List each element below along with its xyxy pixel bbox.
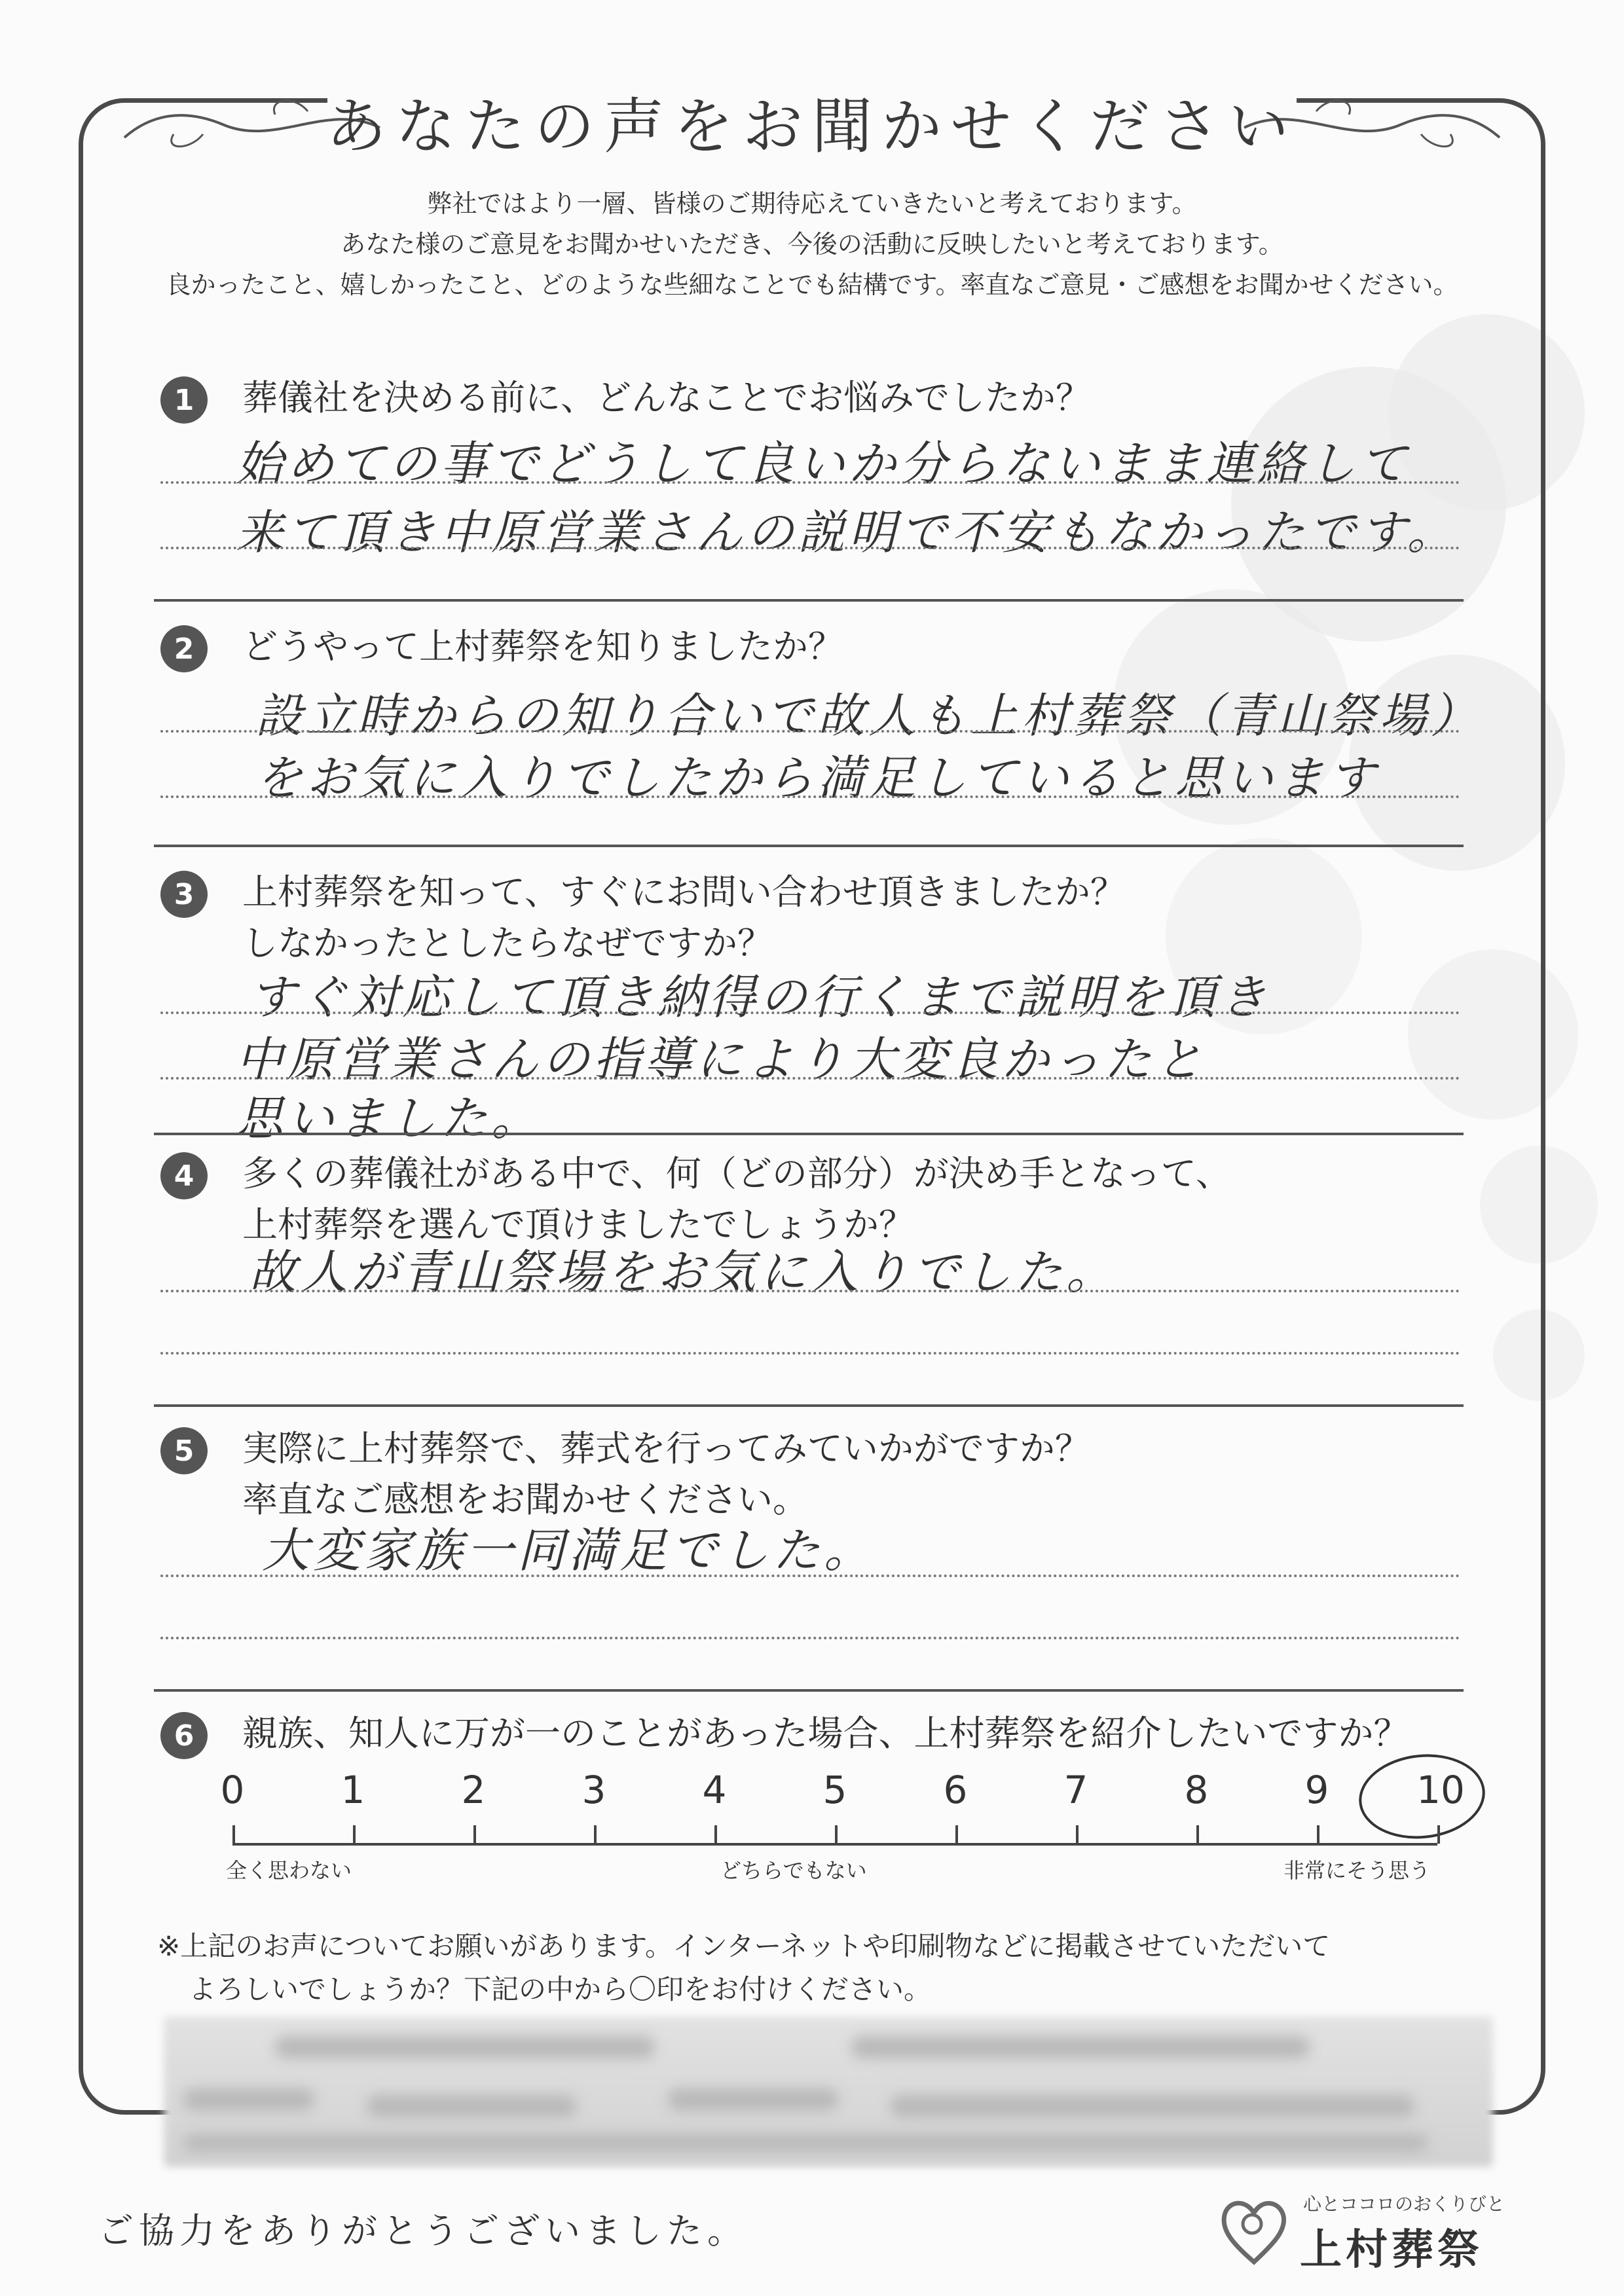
section-divider bbox=[154, 845, 1464, 847]
publication-note: ※上記のお声についてお願いがあります。インターネットや印刷物などに掲載させていただいて よろしいでしょうか？下記の中から〇印をお付けください。 bbox=[157, 1930, 1331, 2005]
scale-option-7[interactable]: 7 bbox=[1063, 1768, 1088, 1812]
question-number: 3 bbox=[160, 871, 208, 918]
heart-logo-icon bbox=[1218, 2190, 1290, 2269]
answer-2-line-1: 設立時からの知り合いで故人も上村葬祭（青山祭場） bbox=[255, 688, 1482, 743]
scale-label-low: 全く思わない bbox=[226, 1858, 352, 1883]
answer-5-line-1: 大変家族一同満足でした。 bbox=[262, 1523, 876, 1578]
scale-option-10[interactable]: 10 bbox=[1416, 1768, 1465, 1812]
scale-option-1[interactable]: 1 bbox=[341, 1768, 365, 1812]
question-text: 上村葬祭を知って、すぐにお問い合わせ頂きましたか？ しなかったとしたらなぜですか？ bbox=[242, 871, 1126, 964]
section-divider bbox=[154, 599, 1464, 602]
question-text: 実際に上村葬祭で、葬式を行ってみていかがですか？ 率直なご感想をお聞かせください。 bbox=[242, 1428, 1090, 1520]
section-divider bbox=[154, 1133, 1464, 1135]
question-number: 6 bbox=[160, 1712, 208, 1759]
answer-1-line-1: 始めての事でどうして良いか分らないまま連絡して bbox=[236, 436, 1411, 491]
question-number: 1 bbox=[160, 376, 208, 424]
question-number: 4 bbox=[160, 1152, 208, 1199]
scale-option-6[interactable]: 6 bbox=[943, 1768, 968, 1812]
section-divider bbox=[154, 1689, 1464, 1692]
scale-option-2[interactable]: 2 bbox=[461, 1768, 486, 1812]
scale-option-0[interactable]: 0 bbox=[220, 1768, 245, 1812]
company-logo-name: 上村葬祭 bbox=[1300, 2226, 1483, 2274]
intro-text: 弊社ではより一層、皆様のご期待応えていきたいと考えております。 あなた様のご意見をお聞かせいただき、今後の活動に反映したいと考えております。 良かったこと、嬉しかったこと、どのような些細なことでも結構です。率直なご意見・ご感想をお聞かせください。 bbox=[166, 189, 1458, 299]
answer-1-line-2: 来て頂き中原営業さんの説明で不安もなかったです。 bbox=[236, 505, 1458, 560]
answer-2-line-2: をお気に入りでしたから満足していると思います bbox=[255, 750, 1380, 805]
scale-option-9[interactable]: 9 bbox=[1304, 1768, 1329, 1812]
logo-tagline: 心とココロのおくりびと bbox=[1303, 2193, 1505, 2215]
answer-4-line-1: 故人が青山祭場をお気に入りでした。 bbox=[249, 1245, 1118, 1300]
answer-3-line-1: すぐ対応して頂き納得の行くまで説明を頂き bbox=[249, 970, 1271, 1025]
answer-3-line-2: 中原営業さんの指導により大変良かったと bbox=[236, 1032, 1207, 1087]
question-text: 多くの葬儀社がある中で、何（どの部分）が決め手となって、 上村葬祭を選んで頂けましたでしょうか？ bbox=[242, 1153, 1231, 1245]
scale-label-mid: どちらでもない bbox=[720, 1858, 867, 1883]
question-text: 葬儀社を決める前に、どんなことでお悩みでしたか？ bbox=[242, 377, 1091, 418]
thanks-message: ご協力をありがとうございました。 bbox=[98, 2210, 748, 2251]
page-title: あなたの声をお聞かせください bbox=[325, 92, 1298, 162]
scale-option-4[interactable]: 4 bbox=[702, 1768, 727, 1812]
question-text: どうやって上村葬祭を知りましたか？ bbox=[242, 626, 843, 667]
question-text: 親族、知人に万が一のことがあった場合、上村葬祭を紹介したいですか？ bbox=[242, 1713, 1409, 1754]
scale-label-high: 非常にそう思う bbox=[1283, 1858, 1431, 1883]
scale-option-8[interactable]: 8 bbox=[1184, 1768, 1209, 1812]
section-divider bbox=[154, 1404, 1464, 1407]
scale-option-3[interactable]: 3 bbox=[581, 1768, 606, 1812]
scale-option-5[interactable]: 5 bbox=[822, 1768, 847, 1812]
answer-3-line-3: 思いました。 bbox=[236, 1091, 543, 1146]
question-number: 5 bbox=[160, 1427, 208, 1474]
question-number: 2 bbox=[160, 625, 208, 672]
